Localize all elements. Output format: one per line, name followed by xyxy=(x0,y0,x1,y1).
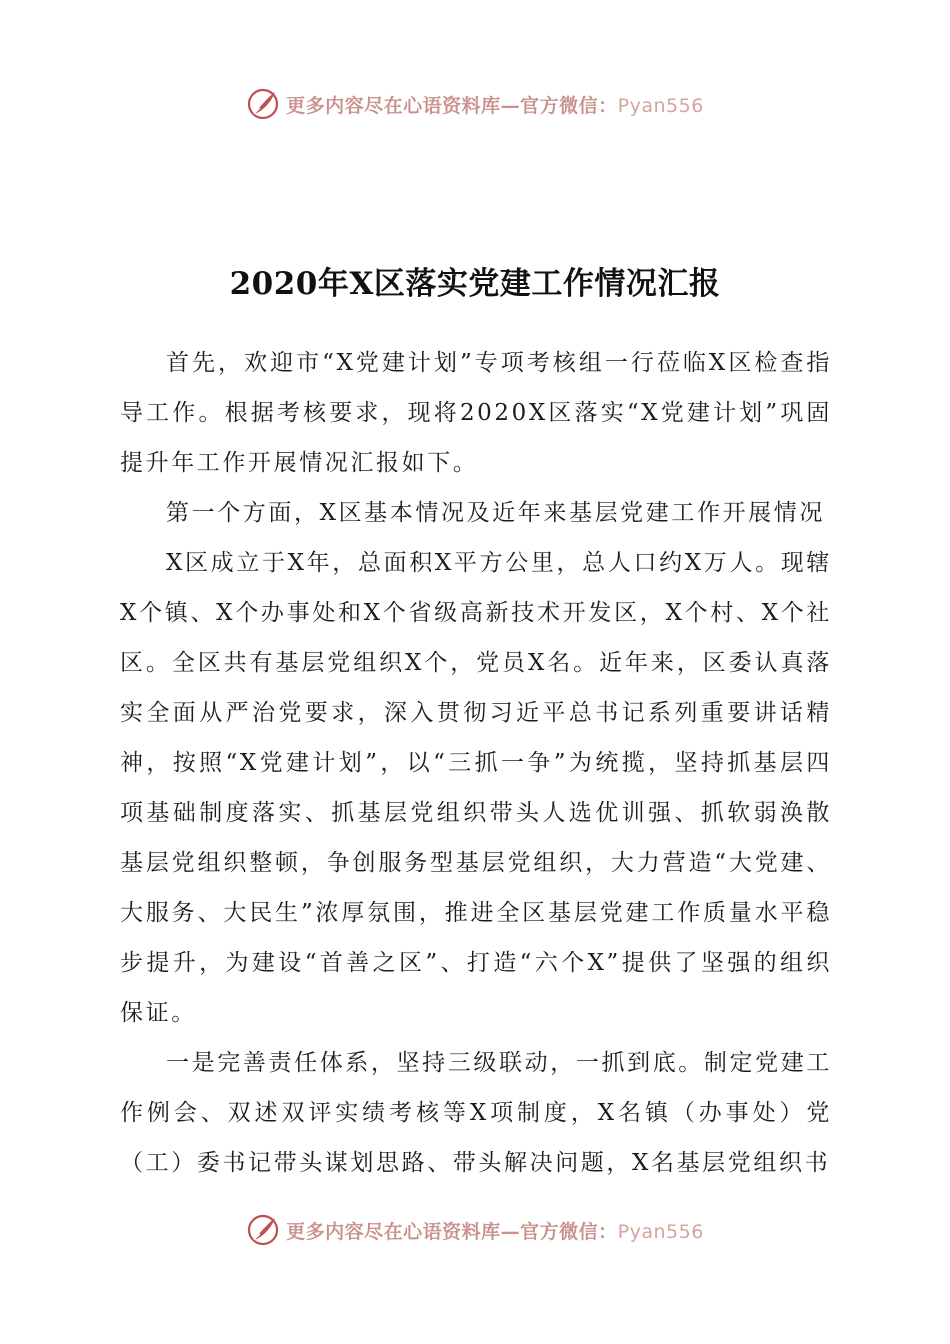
header-banner-text: 更多内容尽在心语资料库—官方微信：Pyan556 xyxy=(286,94,704,117)
paragraph-section-heading: 第一个方面，X区基本情况及近年来基层党建工作开展情况 xyxy=(166,500,825,526)
document-title: 2020年X区落实党建工作情况汇报 xyxy=(229,266,721,302)
footer-watermark-banner xyxy=(0,1210,950,1250)
paragraph-district-overview: X区成立于X年，总面积X平方公里，总人口约X万人。现辖X个镇、X个办事处和X个省级高新技术开发区，X个村、X个社区。全区共有基层党组织X个，党员X名。近年来，区委认真落实全面从严治党要求，深入贯彻习近平总书记系列重要讲话精神，按照“X党建计划”，以“三抓一争”为统揽，坚持抓基层四项基础制度落实、抓基层党组织带头人选优训强、抓软弱涣散基层党组织整顿，争创服务型基层党组织，大力营造“大党建、大服务、大民生”浓厚氛围，推进全区基层党建工作质量水平稳步提升，为建设“首善之区”、打造“六个X”提供了坚强的组织保证。 xyxy=(120,550,832,1026)
header-watermark-banner xyxy=(0,84,950,124)
header-wechat-id: Pyan556 xyxy=(617,94,704,117)
quill-pen-logo-icon xyxy=(246,87,280,121)
paragraph-responsibility-system: 一是完善责任体系，坚持三级联动，一抓到底。制定党建工作例会、双述双评实绩考核等X项制度，X名镇（办事处）党（工）委书记带头谋划思路、带头解决问题，X名基层党组织书 xyxy=(120,1050,832,1176)
paragraph-intro: 首先，欢迎市“X党建计划”专项考核组一行莅临X区检查指导工作。根据考核要求，现将2020X区落实“X党建计划”巩固提升年工作开展情况汇报如下。 xyxy=(120,350,832,476)
document-body xyxy=(120,338,832,1188)
footer-banner-text: 更多内容尽在心语资料库—官方微信：Pyan556 xyxy=(286,1220,704,1243)
quill-pen-logo-icon xyxy=(246,1213,280,1247)
footer-wechat-id: Pyan556 xyxy=(617,1220,704,1243)
